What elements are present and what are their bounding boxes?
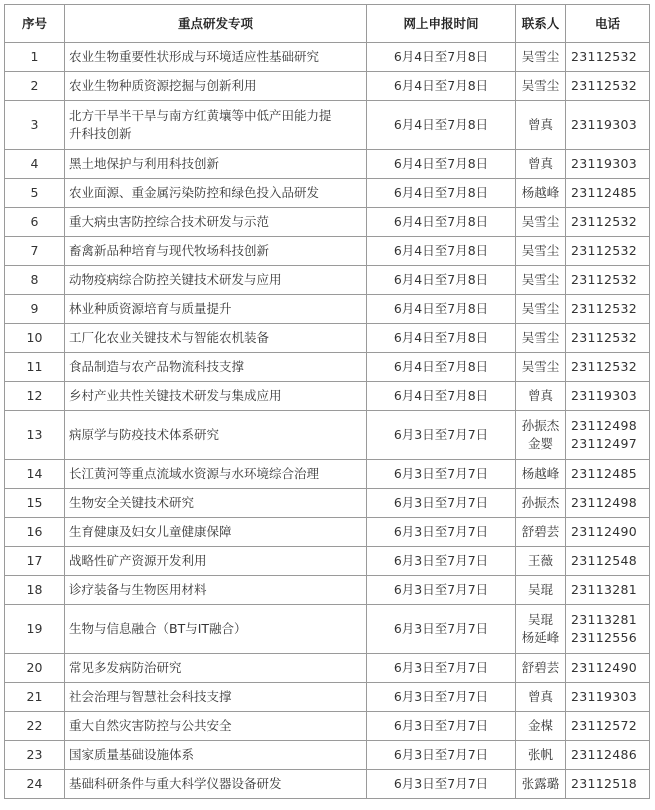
row-index: 24 — [5, 770, 65, 799]
phone-number-line: 23112485 — [571, 185, 638, 200]
project-name-line: 农业面源、重金属污染防控和绿色投入品研发 — [69, 185, 320, 200]
phone-number-line: 23112532 — [571, 78, 638, 93]
project-name — [65, 576, 367, 605]
contact-person-line: 杨越峰 — [521, 466, 560, 481]
row-index: 2 — [5, 72, 65, 101]
contact-person-line: 王薇 — [527, 553, 553, 568]
project-name-line: 长江黄河等重点流域水资源与水环境综合治理 — [69, 466, 320, 481]
contact-person-line: 吴雪尘 — [521, 214, 560, 229]
table-row — [5, 605, 650, 654]
project-name-line: 重大病虫害防控综合技术研发与示范 — [69, 214, 270, 229]
phone-number — [566, 237, 650, 266]
project-name — [65, 411, 367, 460]
project-name — [65, 605, 367, 654]
table-row — [5, 150, 650, 179]
phone-number — [566, 150, 650, 179]
row-index: 15 — [5, 489, 65, 518]
row-index: 13 — [5, 411, 65, 460]
application-time: 6月3日至7月7日 — [367, 741, 516, 770]
project-name-line: 北方干旱半干旱与南方红黄壤等中低产田能力提 — [69, 108, 332, 123]
contact-person — [516, 237, 566, 266]
contact-person — [516, 382, 566, 411]
contact-person-line: 孙振杰 — [521, 495, 560, 510]
project-name-line: 畜禽新品种培育与现代牧场科技创新 — [69, 243, 270, 258]
row-index: 20 — [5, 654, 65, 683]
project-name — [65, 295, 367, 324]
table-row — [5, 489, 650, 518]
phone-number-line: 23112486 — [571, 747, 638, 762]
project-name — [65, 43, 367, 72]
contact-person-line: 吴雪尘 — [521, 272, 560, 287]
row-index: 1 — [5, 43, 65, 72]
phone-number-line: 23119303 — [571, 689, 638, 704]
row-index: 7 — [5, 237, 65, 266]
application-time: 6月4日至7月8日 — [367, 353, 516, 382]
application-time: 6月4日至7月8日 — [367, 101, 516, 150]
project-name-line: 升科技创新 — [69, 126, 132, 141]
contact-person-line: 吴雪尘 — [521, 301, 560, 316]
table-row — [5, 324, 650, 353]
row-index: 14 — [5, 460, 65, 489]
table-row — [5, 411, 650, 460]
contact-person-line: 张帆 — [527, 747, 553, 762]
project-name — [65, 150, 367, 179]
application-time: 6月3日至7月7日 — [367, 683, 516, 712]
project-name — [65, 741, 367, 770]
phone-number-line: 23113281 — [571, 612, 638, 627]
table-row — [5, 208, 650, 237]
application-time: 6月4日至7月8日 — [367, 295, 516, 324]
phone-number — [566, 411, 650, 460]
header-contact: 联系人 — [516, 5, 566, 43]
table-body — [5, 43, 650, 799]
application-time: 6月4日至7月8日 — [367, 72, 516, 101]
application-time: 6月3日至7月7日 — [367, 770, 516, 799]
contact-person-line: 吴琨 — [527, 582, 553, 597]
phone-number-line: 23113281 — [571, 582, 638, 597]
table-row — [5, 266, 650, 295]
project-name — [65, 208, 367, 237]
application-time: 6月4日至7月8日 — [367, 208, 516, 237]
project-name — [65, 683, 367, 712]
project-name — [65, 101, 367, 150]
contact-person-line: 吴雪尘 — [521, 359, 560, 374]
project-name — [65, 518, 367, 547]
project-name-line: 生物与信息融合（BT与IT融合） — [69, 621, 247, 636]
phone-number — [566, 489, 650, 518]
application-time: 6月3日至7月7日 — [367, 576, 516, 605]
contact-person — [516, 179, 566, 208]
header-row — [5, 5, 650, 43]
phone-number — [566, 770, 650, 799]
contact-person-line: 金婴 — [527, 436, 553, 451]
contact-person-line: 舒碧芸 — [521, 524, 560, 539]
contact-person-line: 金楳 — [527, 718, 553, 733]
project-name — [65, 179, 367, 208]
table-row — [5, 547, 650, 576]
row-index: 12 — [5, 382, 65, 411]
phone-number — [566, 576, 650, 605]
application-time: 6月3日至7月7日 — [367, 460, 516, 489]
phone-number-line: 23112556 — [571, 630, 638, 645]
phone-number-line: 23112548 — [571, 553, 638, 568]
contact-person — [516, 72, 566, 101]
application-time: 6月4日至7月8日 — [367, 179, 516, 208]
table-row — [5, 101, 650, 150]
contact-person — [516, 43, 566, 72]
contact-person-line: 孙振杰 — [521, 418, 560, 433]
row-index: 6 — [5, 208, 65, 237]
project-name — [65, 237, 367, 266]
table-row — [5, 712, 650, 741]
contact-person — [516, 324, 566, 353]
application-time: 6月3日至7月7日 — [367, 411, 516, 460]
project-name-line: 农业生物重要性状形成与环境适应性基础研究 — [69, 49, 320, 64]
project-name-line: 国家质量基础设施体系 — [69, 747, 195, 762]
phone-number-line: 23112497 — [571, 436, 638, 451]
contact-person — [516, 353, 566, 382]
phone-number — [566, 683, 650, 712]
contact-person — [516, 518, 566, 547]
contact-person — [516, 489, 566, 518]
application-time: 6月3日至7月7日 — [367, 712, 516, 741]
contact-person-line: 曾真 — [527, 156, 553, 171]
application-time: 6月4日至7月8日 — [367, 382, 516, 411]
header-time: 网上申报时间 — [367, 5, 516, 43]
project-name-line: 常见多发病防治研究 — [69, 660, 182, 675]
phone-number — [566, 460, 650, 489]
contact-person-line: 吴雪尘 — [521, 49, 560, 64]
contact-person — [516, 605, 566, 654]
phone-number — [566, 324, 650, 353]
phone-number — [566, 208, 650, 237]
application-time: 6月4日至7月8日 — [367, 237, 516, 266]
phone-number-line: 23112532 — [571, 330, 638, 345]
row-index: 9 — [5, 295, 65, 324]
phone-number-line: 23112518 — [571, 776, 638, 791]
phone-number — [566, 295, 650, 324]
project-name — [65, 324, 367, 353]
table-row — [5, 654, 650, 683]
table-row — [5, 237, 650, 266]
contact-person — [516, 150, 566, 179]
project-name — [65, 266, 367, 295]
contact-person-line: 曾真 — [527, 689, 553, 704]
table-row — [5, 382, 650, 411]
row-index: 11 — [5, 353, 65, 382]
contact-person — [516, 741, 566, 770]
contact-person-line: 舒碧芸 — [521, 660, 560, 675]
project-name — [65, 489, 367, 518]
phone-number — [566, 266, 650, 295]
application-time: 6月4日至7月8日 — [367, 324, 516, 353]
contact-person — [516, 547, 566, 576]
row-index: 16 — [5, 518, 65, 547]
application-time: 6月4日至7月8日 — [367, 43, 516, 72]
table-header — [5, 5, 650, 43]
project-name — [65, 460, 367, 489]
header-phone: 电话 — [566, 5, 650, 43]
table-row — [5, 353, 650, 382]
phone-number-line: 23112532 — [571, 214, 638, 229]
project-name-line: 黑土地保护与利用科技创新 — [69, 156, 220, 171]
project-name — [65, 654, 367, 683]
phone-number-line: 23112490 — [571, 660, 638, 675]
phone-number — [566, 741, 650, 770]
contact-person — [516, 101, 566, 150]
phone-number-line: 23119303 — [571, 117, 638, 132]
application-time: 6月3日至7月7日 — [367, 518, 516, 547]
projects-table — [4, 4, 650, 799]
phone-number-line: 23112532 — [571, 272, 638, 287]
phone-number — [566, 518, 650, 547]
table-row — [5, 295, 650, 324]
row-index: 3 — [5, 101, 65, 150]
project-name-line: 工厂化农业关键技术与智能农机装备 — [69, 330, 270, 345]
contact-person — [516, 576, 566, 605]
row-index: 10 — [5, 324, 65, 353]
contact-person — [516, 460, 566, 489]
contact-person-line: 曾真 — [527, 388, 553, 403]
table-row — [5, 770, 650, 799]
row-index: 23 — [5, 741, 65, 770]
project-name-line: 基础科研条件与重大科学仪器设备研发 — [69, 776, 282, 791]
row-index: 8 — [5, 266, 65, 295]
project-name — [65, 712, 367, 741]
project-name-line: 林业种质资源培育与质量提升 — [69, 301, 232, 316]
phone-number — [566, 353, 650, 382]
project-name-line: 诊疗装备与生物医用材料 — [69, 582, 207, 597]
phone-number-line: 23112532 — [571, 359, 638, 374]
project-name-line: 战略性矿产资源开发利用 — [69, 553, 207, 568]
contact-person-line: 吴琨 — [527, 612, 553, 627]
application-time: 6月3日至7月7日 — [367, 489, 516, 518]
table-row — [5, 576, 650, 605]
table-row — [5, 683, 650, 712]
row-index: 5 — [5, 179, 65, 208]
project-name-line: 生育健康及妇女儿童健康保障 — [69, 524, 232, 539]
phone-number-line: 23112532 — [571, 49, 638, 64]
contact-person — [516, 411, 566, 460]
row-index: 22 — [5, 712, 65, 741]
table-row — [5, 179, 650, 208]
contact-person-line: 杨越峰 — [521, 185, 560, 200]
phone-number-line: 23112498 — [571, 418, 638, 433]
phone-number — [566, 72, 650, 101]
phone-number-line: 23119303 — [571, 156, 638, 171]
phone-number — [566, 101, 650, 150]
project-name-line: 病原学与防疫技术体系研究 — [69, 427, 220, 442]
project-name-line: 生物安全关键技术研究 — [69, 495, 195, 510]
contact-person-line: 曾真 — [527, 117, 553, 132]
phone-number — [566, 43, 650, 72]
table-row — [5, 518, 650, 547]
contact-person-line: 张露璐 — [521, 776, 560, 791]
phone-number — [566, 547, 650, 576]
project-name — [65, 353, 367, 382]
contact-person — [516, 295, 566, 324]
contact-person-line: 吴雪尘 — [521, 78, 560, 93]
project-name — [65, 72, 367, 101]
project-name-line: 重大自然灾害防控与公共安全 — [69, 718, 232, 733]
row-index: 18 — [5, 576, 65, 605]
phone-number-line: 23112532 — [571, 243, 638, 258]
project-name — [65, 770, 367, 799]
contact-person — [516, 683, 566, 712]
phone-number-line: 23119303 — [571, 388, 638, 403]
phone-number-line: 23112490 — [571, 524, 638, 539]
phone-number — [566, 179, 650, 208]
contact-person — [516, 712, 566, 741]
table-row — [5, 43, 650, 72]
project-name-line: 农业生物种质资源挖掘与创新利用 — [69, 78, 257, 93]
phone-number — [566, 712, 650, 741]
application-time: 6月3日至7月7日 — [367, 654, 516, 683]
table-row — [5, 460, 650, 489]
row-index: 4 — [5, 150, 65, 179]
project-name-line: 食品制造与农产品物流科技支撑 — [69, 359, 245, 374]
contact-person — [516, 208, 566, 237]
project-name-line: 乡村产业共性关键技术研发与集成应用 — [69, 388, 282, 403]
contact-person-line: 杨延峰 — [521, 630, 560, 645]
row-index: 21 — [5, 683, 65, 712]
application-time: 6月3日至7月7日 — [367, 547, 516, 576]
phone-number-line: 23112498 — [571, 495, 638, 510]
row-index: 17 — [5, 547, 65, 576]
phone-number — [566, 382, 650, 411]
project-name-line: 动物疫病综合防控关键技术研发与应用 — [69, 272, 282, 287]
header-project: 重点研发专项 — [65, 5, 367, 43]
phone-number — [566, 654, 650, 683]
application-time: 6月3日至7月7日 — [367, 605, 516, 654]
project-name — [65, 382, 367, 411]
project-name-line: 社会治理与智慧社会科技支撑 — [69, 689, 232, 704]
phone-number-line: 23112532 — [571, 301, 638, 316]
phone-number-line: 23112572 — [571, 718, 638, 733]
application-time: 6月4日至7月8日 — [367, 266, 516, 295]
contact-person — [516, 654, 566, 683]
header-index: 序号 — [5, 5, 65, 43]
row-index: 19 — [5, 605, 65, 654]
contact-person — [516, 266, 566, 295]
table-row — [5, 72, 650, 101]
phone-number — [566, 605, 650, 654]
table-row — [5, 741, 650, 770]
application-time: 6月4日至7月8日 — [367, 150, 516, 179]
contact-person-line: 吴雪尘 — [521, 330, 560, 345]
contact-person-line: 吴雪尘 — [521, 243, 560, 258]
project-name — [65, 547, 367, 576]
phone-number-line: 23112485 — [571, 466, 638, 481]
contact-person — [516, 770, 566, 799]
